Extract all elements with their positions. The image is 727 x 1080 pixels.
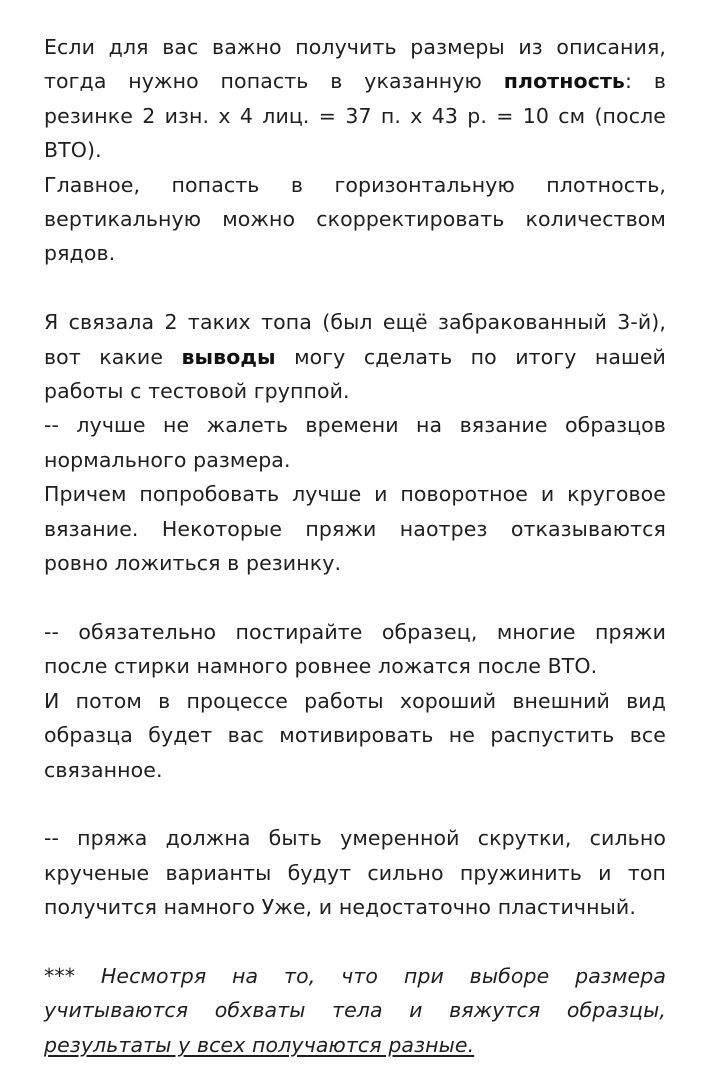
paragraph-motivation: И потом в процессе работы хороший внешний вид образца будет вас мотивировать не распустить все связанное. xyxy=(44,688,666,782)
paragraph-yarn-twist: -- пряжа должна быть умеренной скрутки, сильно крученые варианты будут сильно пружинить и топ получится намного Уже, и недостаточно пластичный. xyxy=(44,826,666,920)
paragraph-spacer xyxy=(44,271,666,305)
note-text: *** Несмотря на то, что при выборе размера учитываются обхваты тела и вяжутся образцы, xyxy=(44,963,666,1023)
paragraph-spacer xyxy=(44,787,666,821)
document-body xyxy=(44,30,666,1062)
paragraph-gauge xyxy=(44,30,666,168)
paragraph-swatch-size: -- лучше не жалеть времени на вязание образцов нормального размера. xyxy=(44,413,666,472)
paragraph-spacer xyxy=(44,580,666,614)
paragraph-wash-swatch: -- обязательно постирайте образец, многие пряжи после стирки намного ровнее ложатся после ВТО. xyxy=(44,619,666,679)
paragraph-horizontal-gauge: Главное, попасть в горизонтальную плотность, вертикальную можно скорректировать количеством рядов. xyxy=(44,172,666,266)
conclusions-keyword: выводы xyxy=(181,344,276,369)
note-underlined-text: результаты у всех получаются разные. xyxy=(44,1032,475,1057)
conclusions-text-before: Я связала 2 таких топа (был ещё забракованный 3-й), вот какие xyxy=(44,310,666,369)
paragraph-spacer xyxy=(44,925,666,959)
gauge-keyword: плотность xyxy=(503,69,625,94)
paragraph-conclusions xyxy=(44,305,666,408)
gauge-text-before: Если для вас важно получить размеры из описания, тогда нужно попасть в указанную xyxy=(44,35,666,94)
paragraph-note xyxy=(44,959,666,1062)
conclusions-text-after: могу сделать по итогу нашей работы с тестовой группой. xyxy=(44,344,666,404)
gauge-text-after: : в резинке 2 изн. х 4 лиц. = 37 п. х 43 р. = 10 см (после ВТО). xyxy=(44,69,666,163)
paragraph-knitting-methods: Причем попробовать лучше и поворотное и круговое вязание. Некоторые пряжи наотрез отказываются ровно ложиться в резинку. xyxy=(44,482,666,576)
